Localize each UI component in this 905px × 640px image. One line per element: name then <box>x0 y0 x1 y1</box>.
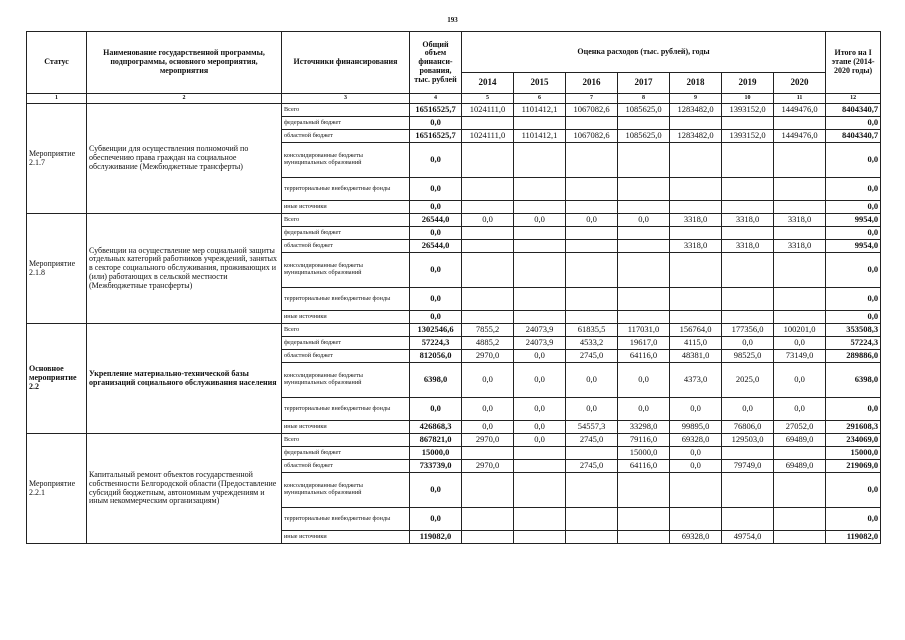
stage-total-cell: 15000,0 <box>826 447 881 460</box>
funding-source: территориальные внебюджетные фонды <box>282 508 410 531</box>
year-value-cell: 2745,0 <box>566 350 618 363</box>
year-value-cell <box>774 508 826 531</box>
total-volume-cell: 0,0 <box>410 288 462 311</box>
page-number: 193 <box>447 16 458 24</box>
year-value-cell: 1024111,0 <box>462 104 514 117</box>
year-value-cell: 24073,9 <box>514 324 566 337</box>
year-value-cell: 24073,9 <box>514 337 566 350</box>
funding-source: федеральный бюджет <box>282 117 410 130</box>
total-volume-cell: 0,0 <box>410 201 462 214</box>
year-value-cell <box>670 201 722 214</box>
year-value-cell <box>670 178 722 201</box>
block-name: Субвенции на осуществление мер социальной защиты отдельных категорий работников учреждений, занятых в секторе социального обслуживания, проживающих и (или) работающих в сельской местности (Межбюджетные трансферты) <box>87 214 282 324</box>
year-value-cell <box>514 143 566 178</box>
year-value-cell <box>618 473 670 508</box>
year-value-cell: 4533,2 <box>566 337 618 350</box>
year-value-cell <box>462 201 514 214</box>
year-value-cell <box>722 143 774 178</box>
year-value-cell: 33298,0 <box>618 421 670 434</box>
stage-total-cell: 0,0 <box>826 508 881 531</box>
year-value-cell: 4115,0 <box>670 337 722 350</box>
year-value-cell <box>722 227 774 240</box>
funding-source: областной бюджет <box>282 240 410 253</box>
funding-source: областной бюджет <box>282 350 410 363</box>
year-value-cell: 79749,0 <box>722 460 774 473</box>
year-value-cell <box>566 508 618 531</box>
year-value-cell: 49754,0 <box>722 531 774 544</box>
year-value-cell: 79116,0 <box>618 434 670 447</box>
header-year: 2019 <box>722 73 774 94</box>
total-volume-cell: 0,0 <box>410 178 462 201</box>
year-value-cell <box>774 447 826 460</box>
year-value-cell <box>670 473 722 508</box>
year-value-cell <box>462 311 514 324</box>
year-value-cell: 2745,0 <box>566 460 618 473</box>
year-value-cell: 2970,0 <box>462 460 514 473</box>
year-value-cell <box>618 288 670 311</box>
total-volume-cell: 0,0 <box>410 311 462 324</box>
total-volume-cell: 0,0 <box>410 253 462 288</box>
year-value-cell: 0,0 <box>618 398 670 421</box>
header-status: Статус <box>27 32 87 94</box>
year-value-cell: 48381,0 <box>670 350 722 363</box>
year-value-cell: 0,0 <box>670 398 722 421</box>
year-value-cell: 2025,0 <box>722 363 774 398</box>
year-value-cell: 0,0 <box>462 214 514 227</box>
funding-source: территориальные внебюджетные фонды <box>282 288 410 311</box>
year-value-cell: 0,0 <box>514 421 566 434</box>
stage-total-cell: 291608,3 <box>826 421 881 434</box>
table-row <box>27 214 881 227</box>
year-value-cell <box>566 143 618 178</box>
header-year: 2014 <box>462 73 514 94</box>
year-value-cell <box>618 253 670 288</box>
year-value-cell: 0,0 <box>566 398 618 421</box>
year-value-cell <box>618 178 670 201</box>
total-volume-cell: 0,0 <box>410 473 462 508</box>
year-value-cell: 15000,0 <box>618 447 670 460</box>
year-value-cell: 1024111,0 <box>462 130 514 143</box>
year-value-cell <box>670 288 722 311</box>
stage-total-cell: 0,0 <box>826 117 881 130</box>
block-status: Мероприятие 2.1.8 <box>27 214 87 324</box>
table-row <box>27 324 881 337</box>
year-value-cell: 3318,0 <box>670 240 722 253</box>
year-value-cell <box>618 143 670 178</box>
year-value-cell <box>462 473 514 508</box>
year-value-cell: 0,0 <box>514 214 566 227</box>
year-value-cell: 69489,0 <box>774 434 826 447</box>
column-number: 3 <box>282 94 410 104</box>
total-volume-cell: 1302546,6 <box>410 324 462 337</box>
year-value-cell: 156764,0 <box>670 324 722 337</box>
year-value-cell: 69328,0 <box>670 434 722 447</box>
year-value-cell: 0,0 <box>462 421 514 434</box>
year-value-cell <box>462 508 514 531</box>
table-row <box>27 104 881 117</box>
year-value-cell <box>670 143 722 178</box>
column-number: 5 <box>462 94 514 104</box>
year-value-cell <box>670 117 722 130</box>
year-value-cell <box>774 227 826 240</box>
year-value-cell <box>514 117 566 130</box>
funding-source: иные источники <box>282 201 410 214</box>
stage-total-cell: 0,0 <box>826 201 881 214</box>
total-volume-cell: 0,0 <box>410 117 462 130</box>
block-name: Капитальный ремонт объектов государственной собственности Белгородской области (Предоставление субсидий бюджетным, автономным учреждениям и иным некоммерческим организациям) <box>87 434 282 544</box>
stage-total-cell: 219069,0 <box>826 460 881 473</box>
funding-source: территориальные внебюджетные фонды <box>282 178 410 201</box>
total-volume-cell: 26544,0 <box>410 214 462 227</box>
year-value-cell: 64116,0 <box>618 460 670 473</box>
funding-source: иные источники <box>282 531 410 544</box>
year-value-cell <box>774 288 826 311</box>
year-value-cell: 61835,5 <box>566 324 618 337</box>
year-value-cell: 3318,0 <box>774 240 826 253</box>
year-value-cell <box>514 508 566 531</box>
total-volume-cell: 16516525,7 <box>410 104 462 117</box>
column-number: 8 <box>618 94 670 104</box>
year-value-cell <box>670 508 722 531</box>
year-value-cell: 98525,0 <box>722 350 774 363</box>
year-value-cell <box>462 117 514 130</box>
year-value-cell: 0,0 <box>462 363 514 398</box>
year-value-cell <box>462 143 514 178</box>
year-value-cell: 64116,0 <box>618 350 670 363</box>
funding-source: консолидированные бюджеты муниципальных образований <box>282 363 410 398</box>
year-value-cell <box>618 201 670 214</box>
block-status: Мероприятие 2.1.7 <box>27 104 87 214</box>
column-number: 10 <box>722 94 774 104</box>
total-volume-cell: 867821,0 <box>410 434 462 447</box>
year-value-cell: 0,0 <box>774 398 826 421</box>
year-value-cell <box>514 311 566 324</box>
year-value-cell: 2970,0 <box>462 434 514 447</box>
header-volume: Общий объем финанси-рования, тыс. рублей <box>410 32 462 94</box>
year-value-cell <box>566 473 618 508</box>
year-value-cell <box>774 473 826 508</box>
year-value-cell: 117031,0 <box>618 324 670 337</box>
year-value-cell: 54557,3 <box>566 421 618 434</box>
year-value-cell <box>618 508 670 531</box>
total-volume-cell: 426868,3 <box>410 421 462 434</box>
stage-total-cell: 0,0 <box>826 253 881 288</box>
total-volume-cell: 733739,0 <box>410 460 462 473</box>
column-number: 7 <box>566 94 618 104</box>
funding-source: федеральный бюджет <box>282 337 410 350</box>
year-value-cell <box>722 178 774 201</box>
column-number: 6 <box>514 94 566 104</box>
header-year: 2016 <box>566 73 618 94</box>
year-value-cell: 1449476,0 <box>774 104 826 117</box>
year-value-cell <box>566 227 618 240</box>
funding-source: областной бюджет <box>282 460 410 473</box>
year-value-cell <box>514 201 566 214</box>
year-value-cell <box>514 460 566 473</box>
total-volume-cell: 6398,0 <box>410 363 462 398</box>
year-value-cell: 19617,0 <box>618 337 670 350</box>
stage-total-cell: 8404340,7 <box>826 104 881 117</box>
year-value-cell <box>722 201 774 214</box>
year-value-cell <box>566 311 618 324</box>
total-volume-cell: 0,0 <box>410 508 462 531</box>
year-value-cell <box>722 117 774 130</box>
header-year: 2020 <box>774 73 826 94</box>
year-value-cell: 3318,0 <box>722 240 774 253</box>
year-value-cell <box>618 227 670 240</box>
year-value-cell: 0,0 <box>618 363 670 398</box>
year-value-cell <box>774 178 826 201</box>
year-value-cell: 0,0 <box>566 363 618 398</box>
stage-total-cell: 9954,0 <box>826 240 881 253</box>
year-value-cell <box>566 531 618 544</box>
year-value-cell <box>566 288 618 311</box>
year-value-cell: 0,0 <box>618 214 670 227</box>
year-value-cell: 99895,0 <box>670 421 722 434</box>
year-value-cell: 0,0 <box>462 398 514 421</box>
funding-source: территориальные внебюджетные фонды <box>282 398 410 421</box>
stage-total-cell: 0,0 <box>826 227 881 240</box>
year-value-cell <box>566 201 618 214</box>
year-value-cell: 0,0 <box>722 398 774 421</box>
year-value-cell <box>618 311 670 324</box>
year-value-cell: 0,0 <box>774 337 826 350</box>
year-value-cell: 2970,0 <box>462 350 514 363</box>
year-value-cell: 69328,0 <box>670 531 722 544</box>
year-value-cell <box>514 447 566 460</box>
block-name: Субвенции для осуществления полномочий по обеспечению права граждан на социальное обслуживание (Межбюджетные трансферты) <box>87 104 282 214</box>
stage-total-cell: 0,0 <box>826 143 881 178</box>
year-value-cell: 3318,0 <box>670 214 722 227</box>
year-value-cell: 177356,0 <box>722 324 774 337</box>
total-volume-cell: 0,0 <box>410 143 462 178</box>
year-value-cell <box>514 288 566 311</box>
header-year: 2017 <box>618 73 670 94</box>
year-value-cell: 0,0 <box>670 460 722 473</box>
header-source: Источники финансирования <box>282 32 410 94</box>
total-volume-cell: 0,0 <box>410 227 462 240</box>
year-value-cell <box>566 253 618 288</box>
funding-source: консолидированные бюджеты муниципальных образований <box>282 143 410 178</box>
year-value-cell: 4373,0 <box>670 363 722 398</box>
year-value-cell: 1449476,0 <box>774 130 826 143</box>
year-value-cell <box>514 531 566 544</box>
funding-source: Всего <box>282 434 410 447</box>
total-volume-cell: 57224,3 <box>410 337 462 350</box>
funding-source: федеральный бюджет <box>282 227 410 240</box>
year-value-cell: 1393152,0 <box>722 130 774 143</box>
year-value-cell: 0,0 <box>722 337 774 350</box>
year-value-cell <box>774 143 826 178</box>
year-value-cell <box>566 240 618 253</box>
year-value-cell: 2745,0 <box>566 434 618 447</box>
year-value-cell <box>722 508 774 531</box>
year-value-cell <box>722 253 774 288</box>
year-value-cell <box>514 473 566 508</box>
year-value-cell: 4885,2 <box>462 337 514 350</box>
year-value-cell <box>670 253 722 288</box>
stage-total-cell: 57224,3 <box>826 337 881 350</box>
year-value-cell <box>722 473 774 508</box>
year-value-cell <box>722 447 774 460</box>
year-value-cell: 0,0 <box>670 447 722 460</box>
year-value-cell: 0,0 <box>514 434 566 447</box>
year-value-cell <box>618 117 670 130</box>
year-value-cell <box>462 253 514 288</box>
year-value-cell: 1101412,1 <box>514 130 566 143</box>
year-value-cell: 0,0 <box>514 398 566 421</box>
header-name: Наименование государственной программы, подпрограммы, основного мероприятия, мероприятия <box>87 32 282 94</box>
column-number: 2 <box>87 94 282 104</box>
column-number: 11 <box>774 94 826 104</box>
stage-total-cell: 0,0 <box>826 473 881 508</box>
total-volume-cell: 0,0 <box>410 398 462 421</box>
year-value-cell: 129503,0 <box>722 434 774 447</box>
stage-total-cell: 353508,3 <box>826 324 881 337</box>
total-volume-cell: 26544,0 <box>410 240 462 253</box>
column-number: 4 <box>410 94 462 104</box>
block-status: Мероприятие 2.2.1 <box>27 434 87 544</box>
year-value-cell: 1085625,0 <box>618 130 670 143</box>
year-value-cell <box>722 288 774 311</box>
total-volume-cell: 812056,0 <box>410 350 462 363</box>
year-value-cell <box>514 178 566 201</box>
stage-total-cell: 0,0 <box>826 311 881 324</box>
year-value-cell <box>774 253 826 288</box>
year-value-cell: 69489,0 <box>774 460 826 473</box>
funding-source: федеральный бюджет <box>282 447 410 460</box>
year-value-cell <box>462 240 514 253</box>
year-value-cell: 1085625,0 <box>618 104 670 117</box>
year-value-cell: 0,0 <box>774 363 826 398</box>
year-value-cell: 73149,0 <box>774 350 826 363</box>
year-value-cell <box>514 253 566 288</box>
year-value-cell <box>774 311 826 324</box>
year-value-cell: 1067082,6 <box>566 104 618 117</box>
funding-source: Всего <box>282 104 410 117</box>
stage-total-cell: 289886,0 <box>826 350 881 363</box>
year-value-cell: 7855,2 <box>462 324 514 337</box>
year-value-cell <box>462 447 514 460</box>
year-value-cell <box>566 447 618 460</box>
year-value-cell <box>514 227 566 240</box>
total-volume-cell: 16516525,7 <box>410 130 462 143</box>
total-volume-cell: 15000,0 <box>410 447 462 460</box>
stage-total-cell: 119082,0 <box>826 531 881 544</box>
year-value-cell <box>670 311 722 324</box>
year-value-cell <box>462 288 514 311</box>
funding-source: областной бюджет <box>282 130 410 143</box>
year-value-cell <box>774 201 826 214</box>
year-value-cell <box>566 178 618 201</box>
funding-source: Всего <box>282 324 410 337</box>
stage-total-cell: 8404340,7 <box>826 130 881 143</box>
stage-total-cell: 6398,0 <box>826 363 881 398</box>
funding-source: консолидированные бюджеты муниципальных образований <box>282 473 410 508</box>
year-value-cell <box>514 240 566 253</box>
year-value-cell: 3318,0 <box>774 214 826 227</box>
stage-total-cell: 0,0 <box>826 178 881 201</box>
year-value-cell <box>618 531 670 544</box>
budget-table <box>26 31 881 544</box>
year-value-cell: 1283482,0 <box>670 104 722 117</box>
year-value-cell <box>774 117 826 130</box>
year-value-cell: 1393152,0 <box>722 104 774 117</box>
block-name: Укрепление материально-технической базы организаций социального обслуживания населения <box>87 324 282 434</box>
total-volume-cell: 119082,0 <box>410 531 462 544</box>
header-total: Итого на I этапе (2014-2020 годы) <box>826 32 881 94</box>
year-value-cell <box>462 178 514 201</box>
column-number: 9 <box>670 94 722 104</box>
year-value-cell: 1283482,0 <box>670 130 722 143</box>
table-row <box>27 434 881 447</box>
block-status: Основное мероприятие 2.2 <box>27 324 87 434</box>
year-value-cell <box>462 227 514 240</box>
stage-total-cell: 234069,0 <box>826 434 881 447</box>
year-value-cell <box>774 531 826 544</box>
year-value-cell <box>462 531 514 544</box>
funding-source: консолидированные бюджеты муниципальных образований <box>282 253 410 288</box>
year-value-cell: 100201,0 <box>774 324 826 337</box>
year-value-cell: 0,0 <box>514 350 566 363</box>
stage-total-cell: 9954,0 <box>826 214 881 227</box>
stage-total-cell: 0,0 <box>826 398 881 421</box>
year-value-cell: 1067082,6 <box>566 130 618 143</box>
header-year: 2018 <box>670 73 722 94</box>
funding-source: иные источники <box>282 311 410 324</box>
year-value-cell <box>722 311 774 324</box>
header-year: 2015 <box>514 73 566 94</box>
column-number: 12 <box>826 94 881 104</box>
year-value-cell <box>566 117 618 130</box>
year-value-cell: 3318,0 <box>722 214 774 227</box>
year-value-cell: 0,0 <box>514 363 566 398</box>
year-value-cell: 1101412,1 <box>514 104 566 117</box>
header-estimate: Оценка расходов (тыс. рублей), годы <box>462 32 826 73</box>
year-value-cell: 76806,0 <box>722 421 774 434</box>
stage-total-cell: 0,0 <box>826 288 881 311</box>
funding-source: Всего <box>282 214 410 227</box>
funding-source: иные источники <box>282 421 410 434</box>
column-number: 1 <box>27 94 87 104</box>
year-value-cell: 27052,0 <box>774 421 826 434</box>
year-value-cell: 0,0 <box>566 214 618 227</box>
year-value-cell <box>670 227 722 240</box>
year-value-cell <box>618 240 670 253</box>
